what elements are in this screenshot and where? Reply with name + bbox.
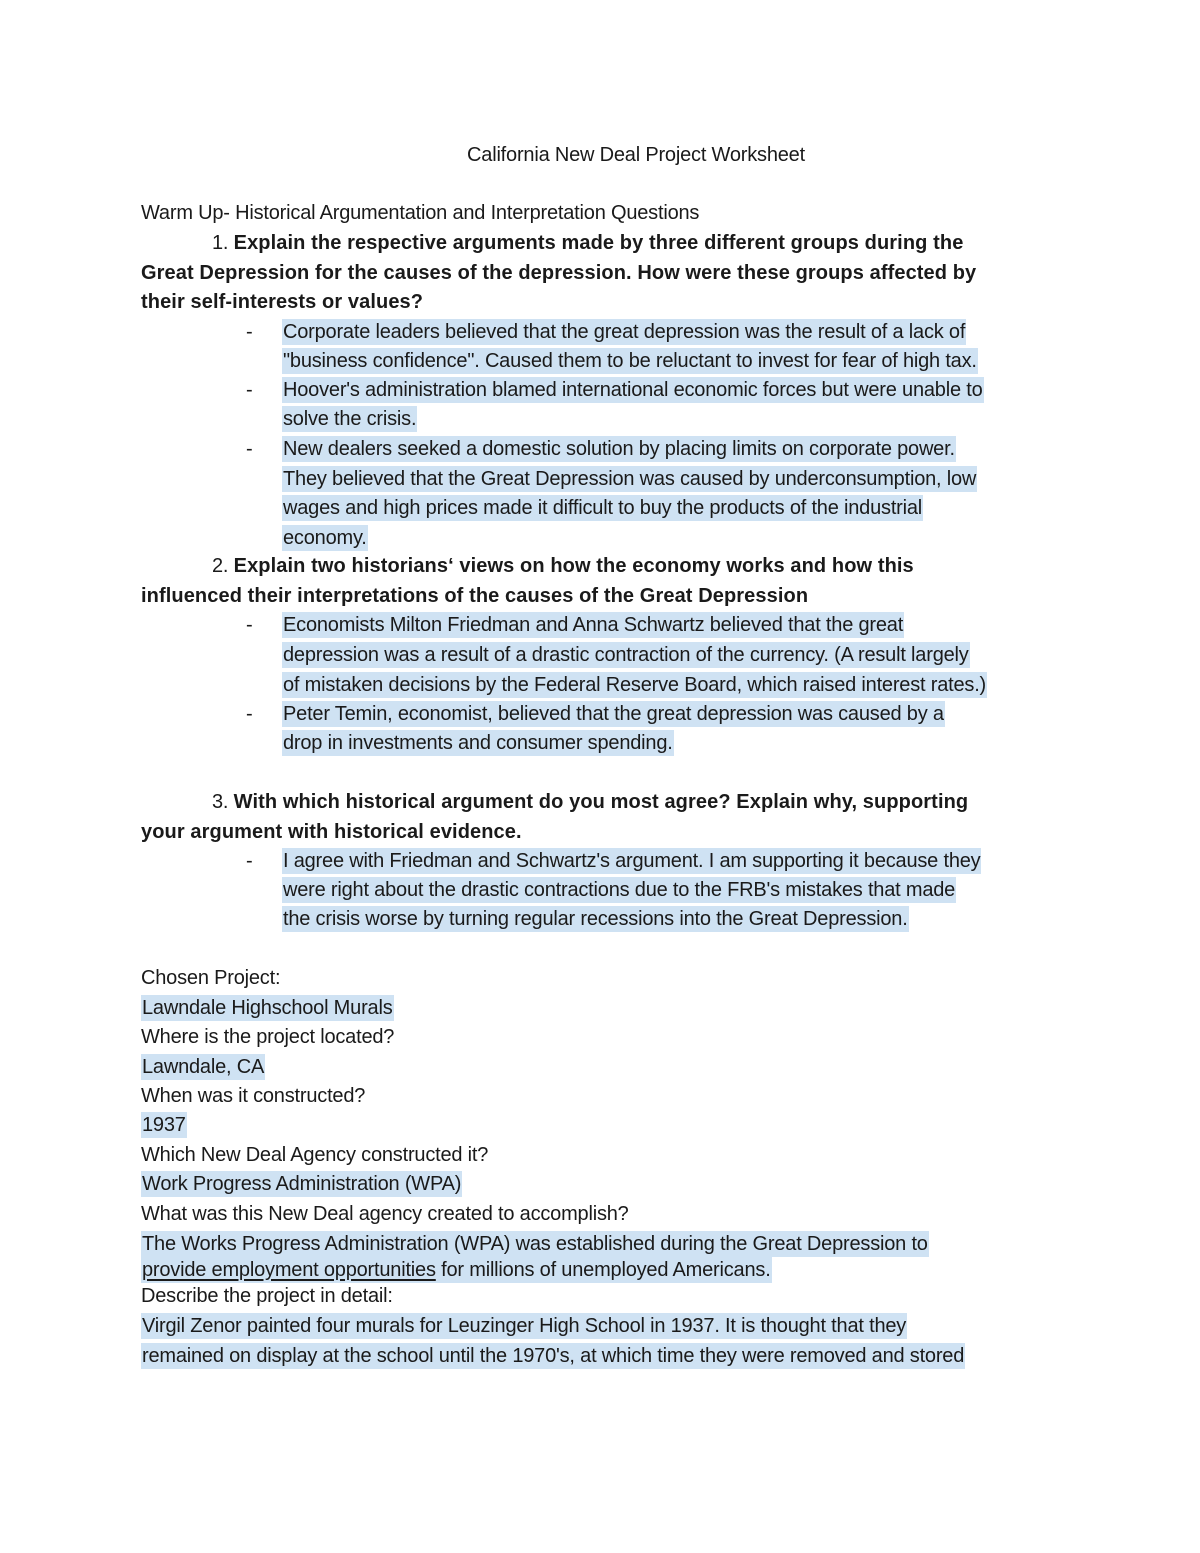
describe-answer-line-2: remained on display at the school until the 1970's, at which time they were removed and stored [142,1345,965,1367]
warmup-heading: Warm Up- Historical Argumentation and Interpretation Questions [141,202,700,224]
location-answer: Lawndale, CA [142,1056,265,1078]
q2-bullet-2-line-1: Peter Temin, economist, believed that the great depression was caused by a [283,703,944,725]
q1-line-2: Great Depression for the causes of the depression. How were these groups affected by [141,262,977,284]
location-question: Where is the project located? [141,1026,395,1048]
q2-line-1 [212,553,914,579]
purpose-answer-line-2: provide employment opportunities for millions of unemployed Americans. [142,1259,771,1281]
q2-bullet-2-line-2: drop in investments and consumer spending. [283,732,673,754]
q3-text-1: With which historical argument do you most agree? Explain why, supporting [233,791,969,813]
q3-line-2: your argument with historical evidence. [141,821,522,843]
q3-bullet-1-line-3: the crisis worse by turning regular recessions into the Great Depression. [283,908,908,930]
q1-bullet-2-line-2: solve the crisis. [283,408,417,430]
q2-bullet-1-line-3: of mistaken decisions by the Federal Reserve Board, which raised interest rates.) [283,674,987,696]
agency-answer: Work Progress Administration (WPA) [142,1173,462,1195]
q1-bullet-3-line-3: wages and high prices made it difficult to buy the products of the industrial [283,497,923,519]
bullet-dash: - [246,438,253,460]
purpose-answer-line-1: The Works Progress Administration (WPA) was established during the Great Depression to [142,1233,928,1255]
bullet-dash: - [246,379,253,401]
describe-answer-line-1: Virgil Zenor painted four murals for Leuzinger High School in 1937. It is thought that they [142,1315,907,1337]
q3-bullet-1-line-1: I agree with Friedman and Schwartz's argument. I am supporting it because they [283,850,981,872]
q2-line-2: influenced their interpretations of the causes of the Great Depression [141,585,809,607]
q3-line-1 [212,789,968,815]
q1-bullet-3-line-4: economy. [283,527,367,549]
when-question: When was it constructed? [141,1085,366,1107]
chosen-project-label: Chosen Project: [141,967,281,989]
agency-question: Which New Deal Agency constructed it? [141,1144,489,1166]
purpose-question: What was this New Deal agency created to accomplish? [141,1203,629,1225]
q2-bullet-1-line-1: Economists Milton Friedman and Anna Schwartz believed that the great [283,614,904,636]
q1-bullet-3-line-2: They believed that the Great Depression was caused by underconsumption, low [283,468,977,490]
employment-link[interactable]: provide employment opportunities [142,1259,436,1281]
q3-bullet-1-line-2: were right about the drastic contractions due to the FRB's mistakes that made [283,879,956,901]
q1-text-1: Explain the respective arguments made by three different groups during the [233,232,964,254]
q3-number: 3. [212,791,229,813]
q1-bullet-1-line-2: "business confidence". Caused them to be reluctant to invest for fear of high tax. [283,350,977,372]
q1-line-3: their self-interests or values? [141,291,424,313]
when-answer: 1937 [142,1114,186,1136]
q1-bullet-3-line-1: New dealers seeked a domestic solution by placing limits on corporate power. [283,438,955,460]
q1-line-1 [212,230,963,256]
chosen-project-value: Lawndale Highschool Murals [142,997,393,1019]
describe-question: Describe the project in detail: [141,1285,393,1307]
bullet-dash: - [246,614,253,636]
q1-bullet-2-line-1: Hoover's administration blamed international economic forces but were unable to [283,379,983,401]
q2-text-1: Explain two historians‘ views on how the economy works and how this [233,555,914,577]
q1-number: 1. [212,232,229,254]
q1-bullet-1-line-1: Corporate leaders believed that the great depression was the result of a lack of [283,321,966,343]
document-title: California New Deal Project Worksheet [467,144,805,166]
bullet-dash: - [246,850,253,872]
bullet-dash: - [246,321,253,343]
q2-bullet-1-line-2: depression was a result of a drastic contraction of the currency. (A result largely [283,644,969,666]
bullet-dash: - [246,703,253,725]
q2-number: 2. [212,555,229,577]
